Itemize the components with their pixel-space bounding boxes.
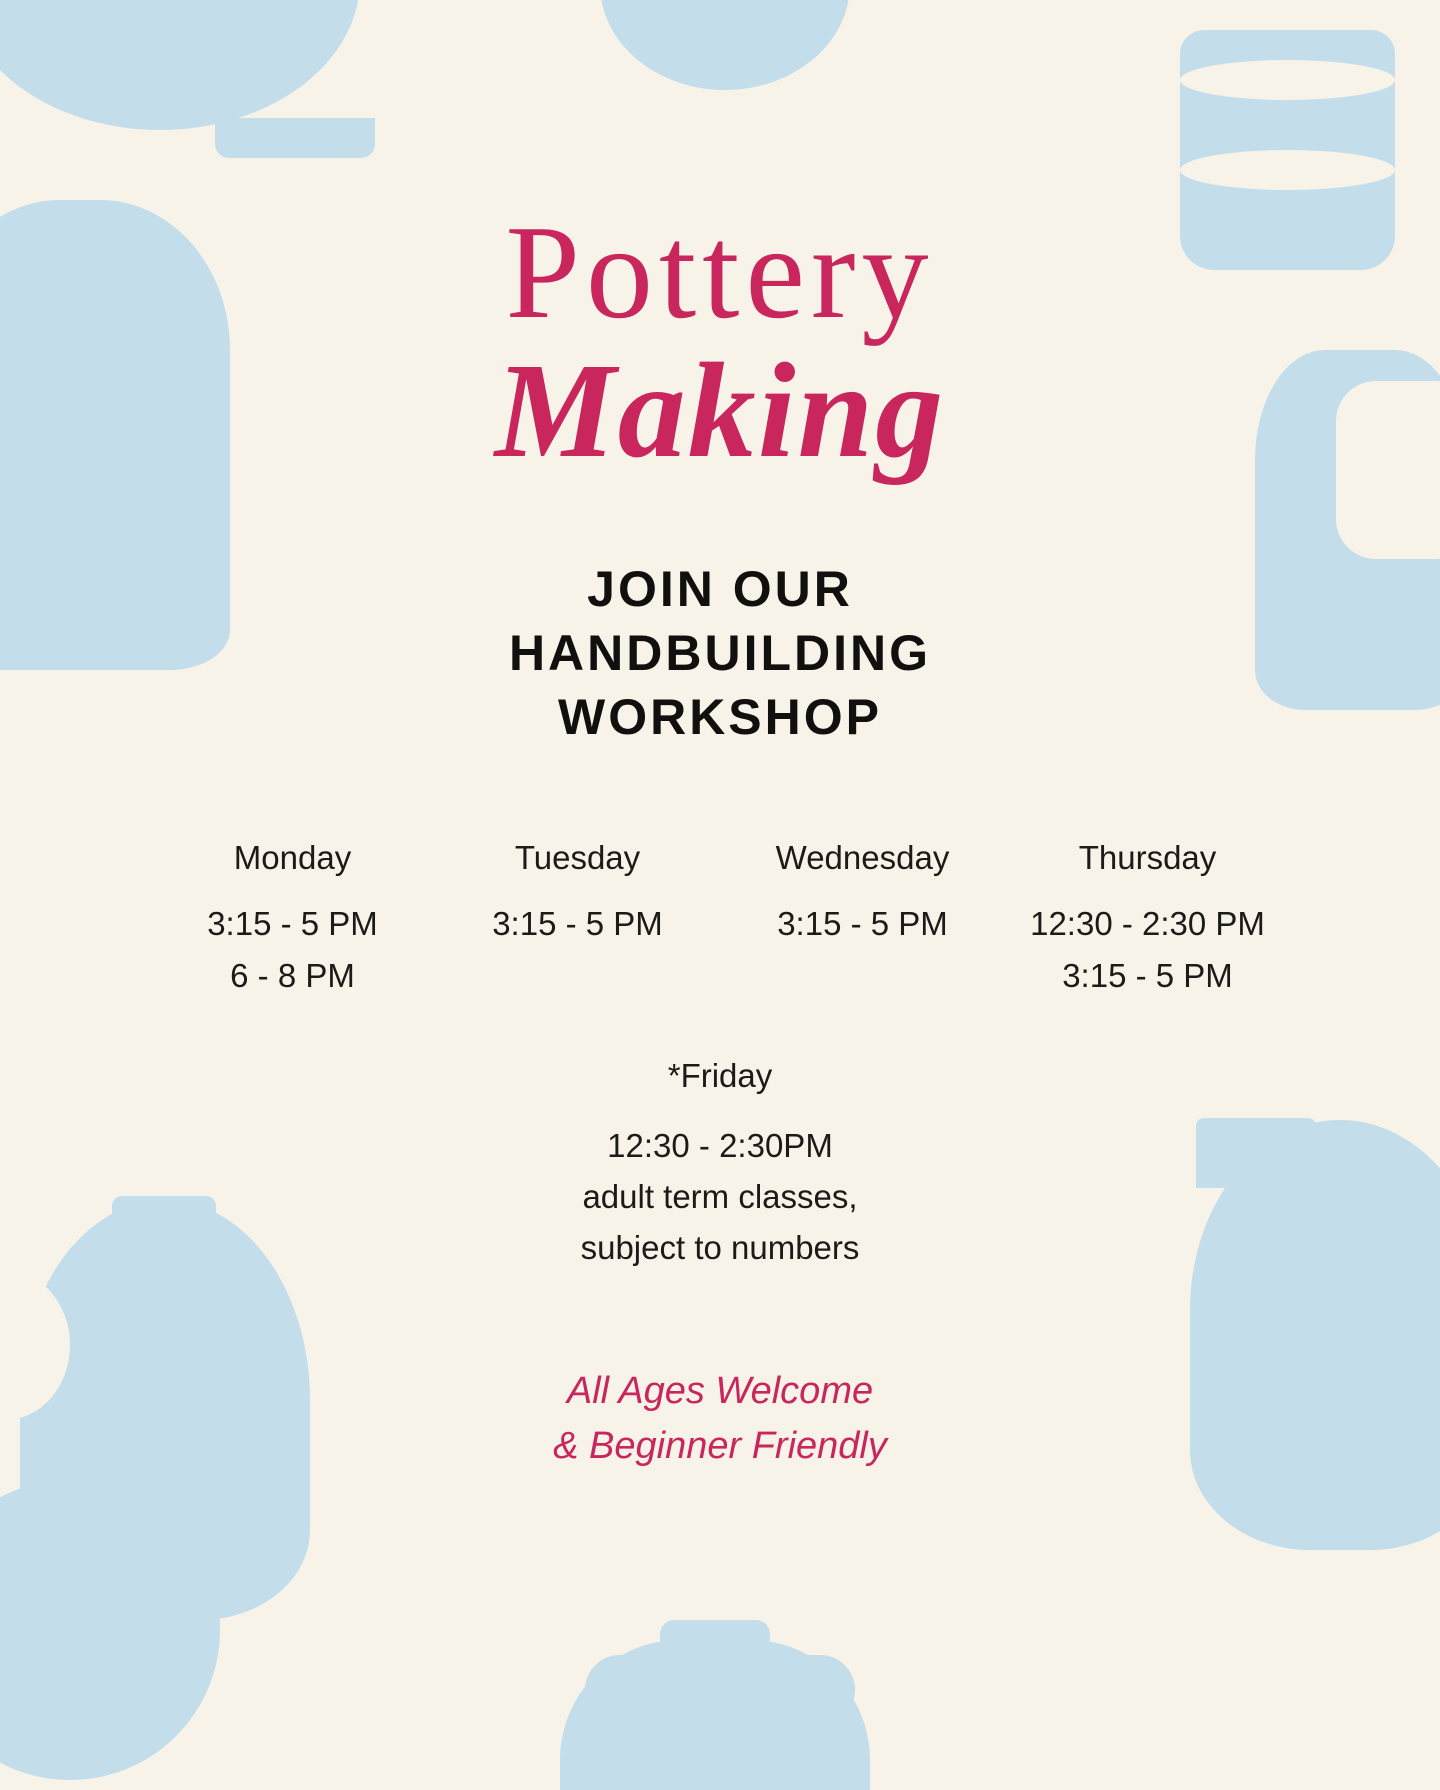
schedule-column-wednesday bbox=[720, 841, 1005, 950]
schedule-column-monday bbox=[150, 841, 435, 1003]
poster-title-line1: Pottery bbox=[505, 198, 935, 346]
schedule-column-thursday bbox=[1005, 841, 1290, 1003]
day-time: 3:15 - 5 PM bbox=[777, 904, 948, 942]
poster-subtitle: JOIN OUR HANDBUILDING WORKSHOP bbox=[508, 561, 932, 745]
day-time: 3:15 - 5 PM bbox=[492, 904, 663, 942]
day-time: 3:15 - 5 PM bbox=[207, 904, 378, 942]
day-label: Wednesday bbox=[775, 839, 950, 876]
friday-note-line2: subject to numbers bbox=[580, 1229, 860, 1267]
jug-neck-icon bbox=[660, 1620, 770, 1690]
day-time: 3:15 - 5 PM bbox=[1062, 957, 1233, 995]
schedule-column-tuesday bbox=[435, 841, 720, 950]
poster-title-line2: Making bbox=[494, 336, 946, 486]
day-time: 6 - 8 PM bbox=[230, 957, 355, 995]
jug-silhouette-icon bbox=[560, 1640, 870, 1790]
day-label: Thursday bbox=[1078, 839, 1217, 876]
tagline bbox=[0, 1274, 1440, 1474]
day-time: 12:30 - 2:30 PM bbox=[1030, 904, 1265, 942]
day-label: Monday bbox=[233, 839, 352, 876]
tagline-line2: & Beginner Friendly bbox=[553, 1424, 887, 1467]
friday-label: *Friday bbox=[667, 1057, 773, 1095]
friday-block bbox=[0, 1003, 1440, 1273]
friday-note-line1: adult term classes, bbox=[582, 1178, 858, 1216]
friday-time: 12:30 - 2:30PM bbox=[607, 1127, 833, 1165]
bowl-corner-silhouette-icon bbox=[0, 1480, 220, 1780]
schedule-grid bbox=[0, 749, 1440, 1003]
day-label: Tuesday bbox=[514, 839, 641, 876]
tagline-line1: All Ages Welcome bbox=[566, 1369, 874, 1412]
jug-handle-right-icon bbox=[775, 1655, 855, 1725]
jug-handle-left-icon bbox=[585, 1655, 665, 1725]
